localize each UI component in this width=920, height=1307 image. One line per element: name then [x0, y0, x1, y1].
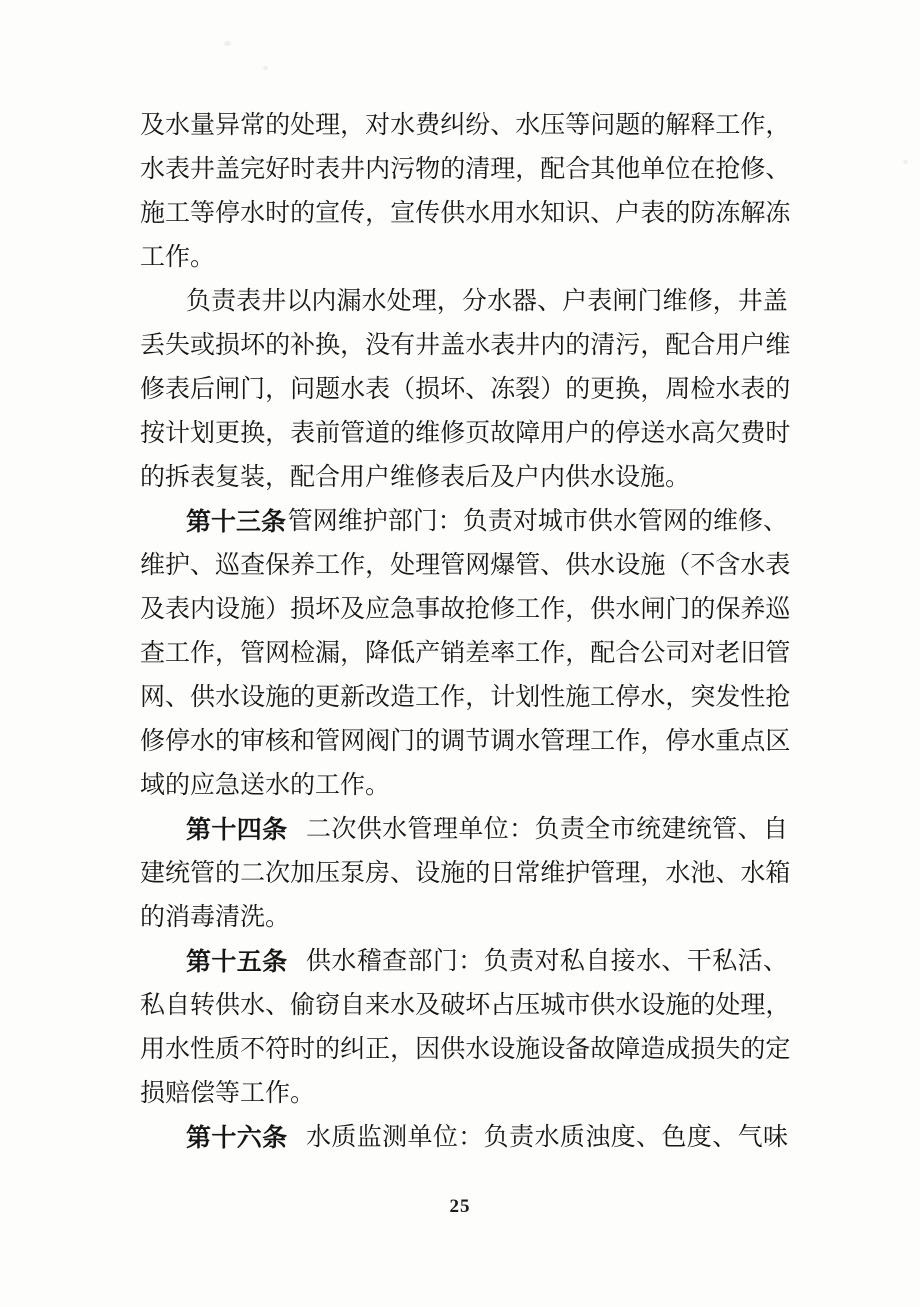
text-line: 查 工 作 ， 管 网 检 漏 ， 降 低 产 销 差 率 工 作 ， 配 合 公 司 对 老 旧 管 [140, 640, 791, 667]
text-line: 按 计 划 更 换 ， 表 前 管 道 的 维 修 页 故 障 用 户 的 停 送 水 高 欠 费 时 [140, 420, 791, 447]
text-line: 工作。 [140, 244, 216, 271]
text-line: 第 十 六 条 水 质 监 测 单 位 ： 负 责 水 质 浊 度 、 色 度 、 气 味 [186, 1124, 788, 1152]
text-line: 第 十 五 条 供 水 稽 查 部 门 ： 负 责 对 私 自 接 水 、 干 私 活 、 [186, 948, 788, 976]
text-line: 修 停 水 的 审 核 和 管 网 阀 门 的 调 节 调 水 管 理 工 作 ， 停 水 重 点 区 [140, 728, 791, 755]
text-line: 施 工 等 停 水 时 的 宣 传 ， 宣 传 供 水 用 水 知 识 、 户 表 的 防 冻 解 冻 [140, 200, 791, 227]
text-line: 网 、 供 水 设 施 的 更 新 改 造 工 作 ， 计 划 性 施 工 停 水 ， 突 发 性 抢 [140, 684, 791, 711]
scan-artifact [224, 41, 231, 46]
text-line: 第 十 三 条 管 网 维 护 部 门 ： 负 责 对 城 市 供 水 管 网 的 维 修 、 [186, 508, 788, 536]
text-line: 用 水 性 质 不 符 时 的 纠 正 ， 因 供 水 设 施 设 备 故 障 造 成 损 失 的 定 [140, 1036, 791, 1063]
text-line: 及 水 量 异 常 的 处 理 ， 对 水 费 纠 纷 、 水 压 等 问 题 的 解 释 工 作 ， [140, 112, 791, 139]
text-line: 水 表 井 盖 完 好 时 表 井 内 污 物 的 清 理 ， 配 合 其 他 单 位 在 抢 修 、 [140, 156, 791, 183]
page-number: 25 [449, 1196, 471, 1217]
text-line: 的拆表复装，配合用户维修表后及户内供水设施。 [140, 464, 691, 491]
text-line: 第 十 四 条 二 次 供 水 管 理 单 位 ： 负 责 全 市 统 建 统 管 、 自 [186, 816, 788, 844]
text-line: 建 统 管 的 二 次 加 压 泵 房 、 设 施 的 日 常 维 护 管 理 ， 水 池 、 水 箱 [140, 860, 791, 887]
text-line: 维 护 、 巡 查 保 养 工 作 ， 处 理 管 网 爆 管 、 供 水 设 施 （ 不 含 水 表 [140, 552, 791, 579]
text-line: 域的应急送水的工作。 [140, 772, 391, 799]
text-line: 私 自 转 供 水 、 偷 窃 自 来 水 及 破 坏 占 压 城 市 供 水 设 施 的 处 理 ， [140, 992, 791, 1019]
text-line: 的消毒清洗。 [140, 904, 291, 931]
scan-artifact [903, 160, 908, 164]
document-body [140, 104, 791, 1160]
text-line: 修 表 后 闸 门 ， 问 题 水 表 （ 损 坏 、 冻 裂 ） 的 更 换 ， 周 检 水 表 的 [140, 376, 791, 403]
text-line: 及 表 内 设 施 ） 损 坏 及 应 急 事 故 抢 修 工 作 ， 供 水 闸 门 的 保 养 巡 [140, 596, 791, 623]
text-line: 丢 失 或 损 坏 的 补 换 ， 没 有 井 盖 水 表 井 内 的 清 污 ， 配 合 用 户 维 [140, 332, 791, 359]
text-line: 损赔偿等工作。 [140, 1080, 316, 1107]
text-line: 负 责 表 井 以 内 漏 水 处 理 ， 分 水 器 、 户 表 闸 门 维 修 ， 井 盖 [186, 288, 788, 315]
scan-artifact [263, 66, 268, 70]
